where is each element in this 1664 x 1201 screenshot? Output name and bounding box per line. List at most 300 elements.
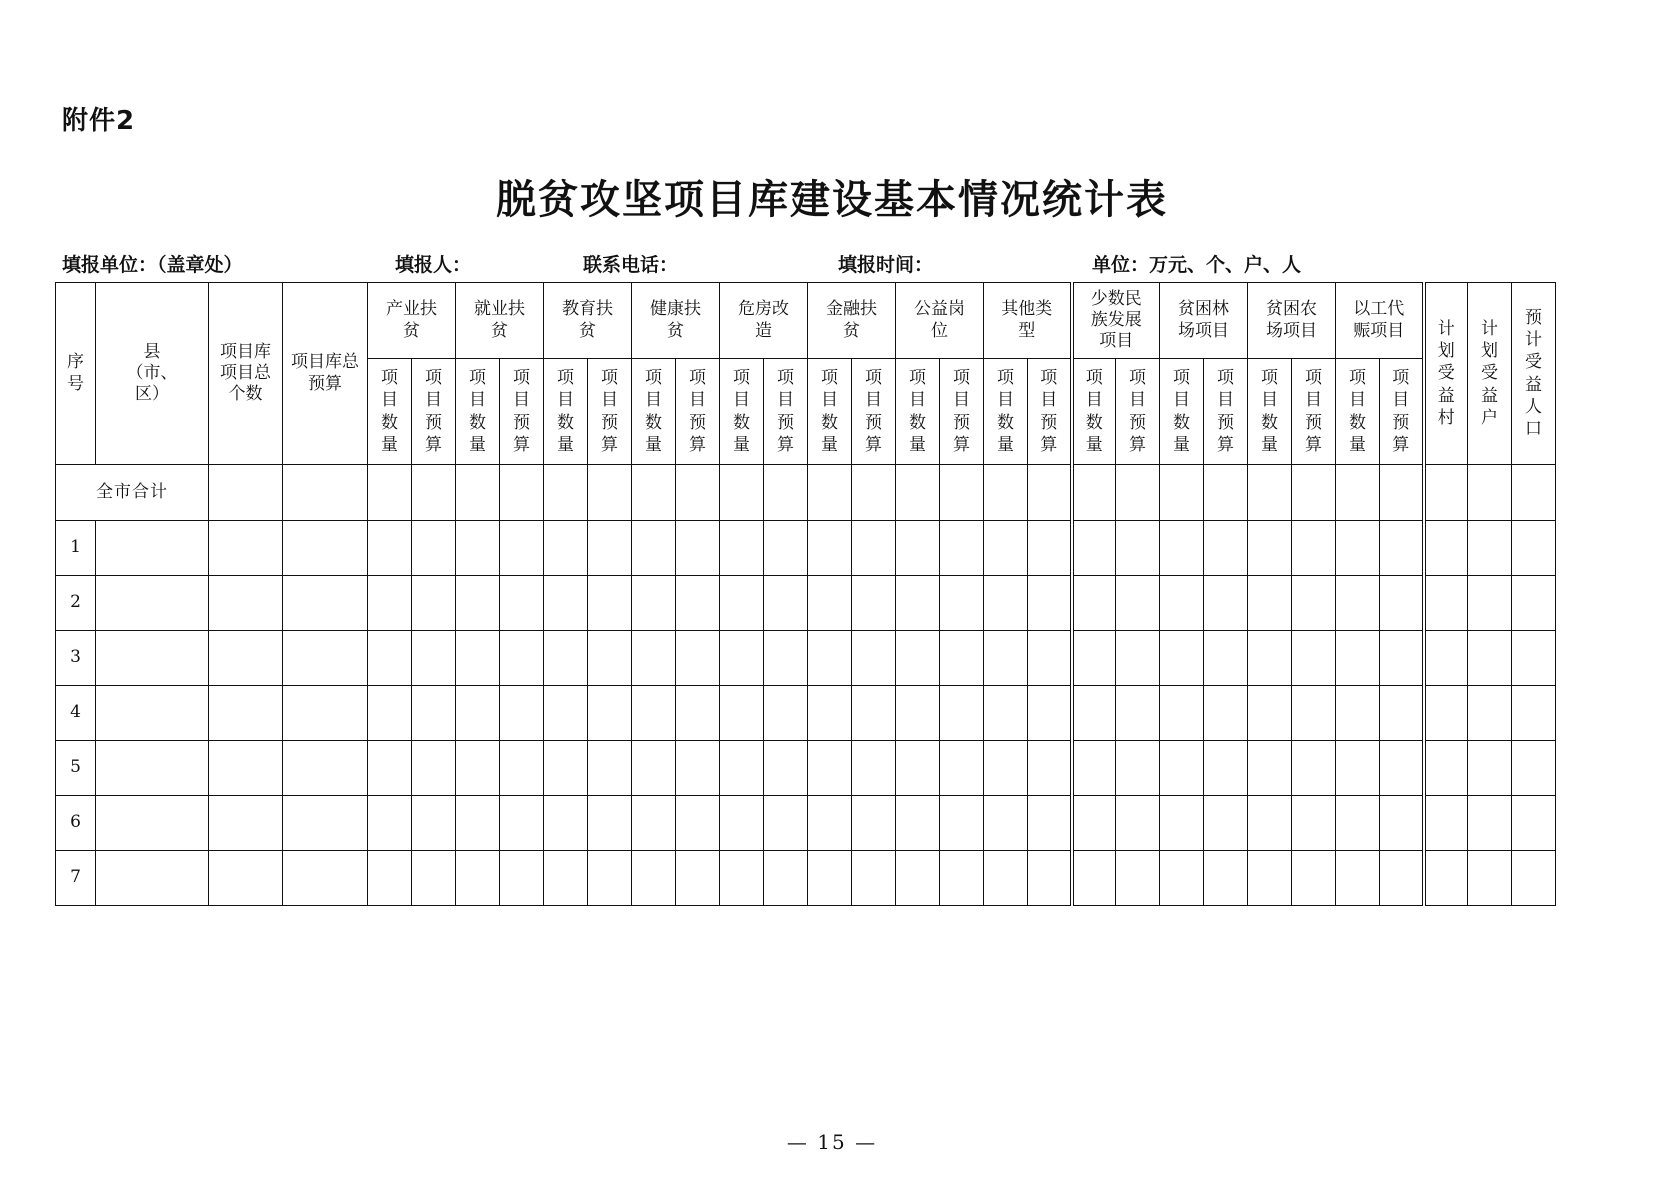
header-category: 贫困农场项目 — [1248, 283, 1336, 359]
cell-budget[interactable] — [1028, 686, 1072, 741]
cell-count[interactable] — [1248, 465, 1292, 521]
cell-total-count[interactable] — [209, 686, 283, 741]
cell-count[interactable] — [1160, 741, 1204, 796]
cell-count[interactable] — [456, 631, 500, 686]
cell-count[interactable] — [544, 576, 588, 631]
cell-count[interactable] — [368, 521, 412, 576]
unit-label: 单位：万元、个、户、人 — [1092, 254, 1302, 276]
cell-budget[interactable] — [588, 465, 632, 521]
cell-budget[interactable] — [764, 851, 808, 906]
header-expected-population: 预计受益人口 — [1512, 283, 1556, 465]
cell-budget[interactable] — [852, 465, 896, 521]
header-sub-budget: 项目预算 — [852, 359, 896, 465]
cell-beneficiary[interactable] — [1512, 741, 1556, 796]
cell-count[interactable] — [1248, 686, 1292, 741]
cell-budget[interactable] — [1116, 851, 1160, 906]
cell-count[interactable] — [984, 741, 1028, 796]
cell-count[interactable] — [1160, 465, 1204, 521]
cell-count[interactable] — [456, 741, 500, 796]
cell-count[interactable] — [808, 631, 852, 686]
cell-count[interactable] — [368, 631, 412, 686]
header-sub-budget: 项目预算 — [1380, 359, 1424, 465]
header-sub-budget: 项目预算 — [1204, 359, 1248, 465]
cell-county[interactable] — [96, 741, 209, 796]
header-sub-budget: 项目预算 — [940, 359, 984, 465]
cell-budget[interactable] — [764, 796, 808, 851]
cell-total-budget[interactable] — [283, 796, 368, 851]
cell-budget[interactable] — [1028, 631, 1072, 686]
cell-count[interactable] — [1160, 796, 1204, 851]
cell-beneficiary[interactable] — [1424, 465, 1468, 521]
cell-count[interactable] — [1336, 741, 1380, 796]
cell-count[interactable] — [1072, 851, 1116, 906]
cell-count[interactable] — [808, 521, 852, 576]
page-number: — 15 — — [786, 1130, 878, 1154]
cell-count[interactable] — [632, 465, 676, 521]
cell-budget[interactable] — [764, 631, 808, 686]
cell-beneficiary[interactable] — [1424, 576, 1468, 631]
cell-count[interactable] — [456, 465, 500, 521]
cell-budget[interactable] — [676, 631, 720, 686]
cell-total-count[interactable] — [209, 741, 283, 796]
cell-count[interactable] — [984, 796, 1028, 851]
cell-beneficiary[interactable] — [1512, 686, 1556, 741]
header-category: 以工代赈项目 — [1336, 283, 1424, 359]
row-number: 4 — [56, 686, 96, 741]
cell-count[interactable] — [544, 851, 588, 906]
header-planned-households: 计划受益户 — [1468, 283, 1512, 465]
cell-budget[interactable] — [500, 796, 544, 851]
fill-time-label: 填报时间： — [838, 254, 934, 276]
cell-budget[interactable] — [588, 851, 632, 906]
cell-budget[interactable] — [676, 576, 720, 631]
cell-count[interactable] — [456, 686, 500, 741]
cell-beneficiary[interactable] — [1512, 521, 1556, 576]
phone-label: 联系电话： — [583, 254, 679, 276]
header-sub-budget: 项目预算 — [588, 359, 632, 465]
header-category: 产业扶贫 — [368, 283, 456, 359]
total-row-label: 全市合计 — [56, 465, 209, 521]
row-number: 3 — [56, 631, 96, 686]
cell-budget[interactable] — [1116, 686, 1160, 741]
header-category: 教育扶贫 — [544, 283, 632, 359]
cell-budget[interactable] — [500, 851, 544, 906]
cell-count[interactable] — [1160, 851, 1204, 906]
cell-count[interactable] — [720, 521, 764, 576]
cell-count[interactable] — [1248, 796, 1292, 851]
cell-budget[interactable] — [1204, 465, 1248, 521]
cell-budget[interactable] — [588, 796, 632, 851]
header-category: 就业扶贫 — [456, 283, 544, 359]
cell-budget[interactable] — [764, 521, 808, 576]
cell-count[interactable] — [456, 521, 500, 576]
cell-count[interactable] — [1336, 576, 1380, 631]
cell-count[interactable] — [632, 741, 676, 796]
header-sub-budget: 项目预算 — [764, 359, 808, 465]
cell-budget[interactable] — [852, 631, 896, 686]
cell-budget[interactable] — [1028, 576, 1072, 631]
cell-budget[interactable] — [1116, 796, 1160, 851]
row-number: 7 — [56, 851, 96, 906]
cell-budget[interactable] — [764, 741, 808, 796]
table-row — [56, 576, 1644, 631]
cell-count[interactable] — [1072, 796, 1116, 851]
cell-count[interactable] — [1336, 465, 1380, 521]
cell-total-budget[interactable] — [283, 631, 368, 686]
header-sub-budget: 项目预算 — [412, 359, 456, 465]
cell-budget[interactable] — [500, 741, 544, 796]
cell-count[interactable] — [1336, 521, 1380, 576]
filler-person-label: 填报人： — [395, 254, 472, 276]
cell-count[interactable] — [1072, 741, 1116, 796]
cell-budget[interactable] — [412, 851, 456, 906]
cell-budget[interactable] — [1028, 851, 1072, 906]
table-row — [56, 741, 1644, 796]
cell-beneficiary[interactable] — [1424, 851, 1468, 906]
header-sub-count: 项目数量 — [1248, 359, 1292, 465]
header-sub-budget: 项目预算 — [1292, 359, 1336, 465]
table-row — [56, 631, 1644, 686]
cell-count[interactable] — [544, 796, 588, 851]
cell-count[interactable] — [720, 631, 764, 686]
cell-budget[interactable] — [940, 851, 984, 906]
header-sub-count: 项目数量 — [808, 359, 852, 465]
cell-count[interactable] — [808, 796, 852, 851]
cell-total-budget[interactable] — [283, 851, 368, 906]
cell-budget[interactable] — [1380, 576, 1424, 631]
cell-count[interactable] — [632, 686, 676, 741]
cell-count[interactable] — [1160, 686, 1204, 741]
header-total-budget: 项目库总预算 — [283, 283, 368, 465]
row-number: 6 — [56, 796, 96, 851]
cell-count[interactable] — [368, 686, 412, 741]
cell-count[interactable] — [456, 576, 500, 631]
header-category: 健康扶贫 — [632, 283, 720, 359]
cell-budget[interactable] — [1380, 465, 1424, 521]
cell-count[interactable] — [1336, 851, 1380, 906]
cell-count[interactable] — [896, 576, 940, 631]
cell-budget[interactable] — [676, 686, 720, 741]
cell-budget[interactable] — [940, 521, 984, 576]
cell-budget[interactable] — [412, 576, 456, 631]
cell-count[interactable] — [896, 631, 940, 686]
cell-count[interactable] — [1248, 576, 1292, 631]
header-sub-budget: 项目预算 — [1116, 359, 1160, 465]
cell-count[interactable] — [1072, 521, 1116, 576]
header-sub-count: 项目数量 — [544, 359, 588, 465]
cell-count[interactable] — [632, 576, 676, 631]
cell-budget[interactable] — [940, 465, 984, 521]
cell-count[interactable] — [808, 851, 852, 906]
header-sub-budget: 项目预算 — [500, 359, 544, 465]
cell-beneficiary[interactable] — [1468, 796, 1512, 851]
cell-budget[interactable] — [676, 521, 720, 576]
cell-count[interactable] — [720, 796, 764, 851]
cell-count[interactable] — [984, 465, 1028, 521]
header-seq: 序号 — [56, 283, 96, 465]
cell-count[interactable] — [808, 686, 852, 741]
header-sub-count: 项目数量 — [368, 359, 412, 465]
cell-total-count[interactable] — [209, 796, 283, 851]
cell-budget[interactable] — [1204, 851, 1248, 906]
cell-count[interactable] — [1160, 631, 1204, 686]
row-number: 5 — [56, 741, 96, 796]
cell-budget[interactable] — [1380, 741, 1424, 796]
cell-budget[interactable] — [588, 576, 632, 631]
cell-budget[interactable] — [500, 631, 544, 686]
header-category: 其他类型 — [984, 283, 1072, 359]
header-category: 金融扶贫 — [808, 283, 896, 359]
table-row — [56, 796, 1644, 851]
header-county: 县（市、区） — [96, 283, 209, 465]
cell-budget[interactable] — [412, 465, 456, 521]
cell-count[interactable] — [544, 741, 588, 796]
cell-beneficiary[interactable] — [1468, 465, 1512, 521]
cell-budget[interactable] — [1028, 521, 1072, 576]
header-sub-count: 项目数量 — [632, 359, 676, 465]
cell-count[interactable] — [896, 796, 940, 851]
cell-budget[interactable] — [1380, 631, 1424, 686]
cell-budget[interactable] — [1292, 686, 1336, 741]
cell-beneficiary[interactable] — [1424, 521, 1468, 576]
cell-budget[interactable] — [1116, 521, 1160, 576]
cell-count[interactable] — [1072, 576, 1116, 631]
cell-budget[interactable] — [940, 686, 984, 741]
cell-beneficiary[interactable] — [1512, 631, 1556, 686]
cell-budget[interactable] — [588, 521, 632, 576]
cell-count[interactable] — [808, 741, 852, 796]
cell-count[interactable] — [984, 686, 1028, 741]
cell-budget[interactable] — [1028, 741, 1072, 796]
cell-budget[interactable] — [1116, 741, 1160, 796]
cell-budget[interactable] — [852, 851, 896, 906]
cell-count[interactable] — [1336, 796, 1380, 851]
cell-count[interactable] — [808, 465, 852, 521]
statistics-table — [55, 282, 1644, 906]
header-sub-budget: 项目预算 — [676, 359, 720, 465]
cell-count[interactable] — [368, 741, 412, 796]
cell-budget[interactable] — [1292, 521, 1336, 576]
cell-total-count[interactable] — [209, 851, 283, 906]
cell-budget[interactable] — [676, 851, 720, 906]
row-number: 1 — [56, 521, 96, 576]
cell-budget[interactable] — [1204, 576, 1248, 631]
cell-budget[interactable] — [1292, 741, 1336, 796]
cell-count[interactable] — [368, 851, 412, 906]
cell-budget[interactable] — [676, 741, 720, 796]
cell-count[interactable] — [984, 521, 1028, 576]
cell-budget[interactable] — [1028, 796, 1072, 851]
cell-county[interactable] — [96, 521, 209, 576]
cell-budget[interactable] — [1292, 796, 1336, 851]
cell-beneficiary[interactable] — [1468, 686, 1512, 741]
cell-beneficiary[interactable] — [1468, 741, 1512, 796]
cell-count[interactable] — [720, 576, 764, 631]
row-number: 2 — [56, 576, 96, 631]
cell-count[interactable] — [984, 631, 1028, 686]
attachment-label: 附件2 — [62, 106, 136, 136]
cell-count[interactable] — [1072, 631, 1116, 686]
cell-count[interactable] — [456, 796, 500, 851]
cell-total-budget[interactable] — [283, 686, 368, 741]
cell-budget[interactable] — [1204, 741, 1248, 796]
cell-count[interactable] — [1248, 521, 1292, 576]
header-category: 危房改造 — [720, 283, 808, 359]
cell-beneficiary[interactable] — [1424, 796, 1468, 851]
cell-county[interactable] — [96, 851, 209, 906]
cell-budget[interactable] — [500, 521, 544, 576]
cell-budget[interactable] — [676, 465, 720, 521]
cell-budget[interactable] — [1116, 631, 1160, 686]
page-title: 脱贫攻坚项目库建设基本情况统计表 — [496, 176, 1168, 223]
cell-total-count[interactable] — [209, 631, 283, 686]
cell-count[interactable] — [632, 796, 676, 851]
header-sub-count: 项目数量 — [896, 359, 940, 465]
cell-count[interactable] — [808, 576, 852, 631]
header-sub-count: 项目数量 — [1072, 359, 1116, 465]
cell-budget[interactable] — [1292, 465, 1336, 521]
cell-beneficiary[interactable] — [1468, 631, 1512, 686]
cell-count[interactable] — [1160, 576, 1204, 631]
header-category: 少数民族发展项目 — [1072, 283, 1160, 359]
cell-count[interactable] — [1072, 686, 1116, 741]
cell-count[interactable] — [632, 851, 676, 906]
cell-count[interactable] — [544, 521, 588, 576]
cell-count[interactable] — [896, 686, 940, 741]
cell-budget[interactable] — [940, 796, 984, 851]
cell-count[interactable] — [1072, 465, 1116, 521]
cell-count[interactable] — [720, 686, 764, 741]
cell-county[interactable] — [96, 631, 209, 686]
cell-budget[interactable] — [588, 741, 632, 796]
cell-budget[interactable] — [588, 686, 632, 741]
cell-budget[interactable] — [852, 521, 896, 576]
cell-count[interactable] — [368, 576, 412, 631]
cell-budget[interactable] — [1380, 521, 1424, 576]
cell-budget[interactable] — [1204, 521, 1248, 576]
cell-beneficiary[interactable] — [1468, 851, 1512, 906]
cell-count[interactable] — [984, 851, 1028, 906]
cell-budget[interactable] — [412, 631, 456, 686]
cell-beneficiary[interactable] — [1512, 576, 1556, 631]
cell-count[interactable] — [544, 631, 588, 686]
cell-budget[interactable] — [940, 631, 984, 686]
cell-count[interactable] — [984, 576, 1028, 631]
cell-budget[interactable] — [1292, 576, 1336, 631]
cell-county[interactable] — [96, 686, 209, 741]
cell-budget[interactable] — [412, 686, 456, 741]
cell-budget[interactable] — [1028, 465, 1072, 521]
cell-count[interactable] — [1160, 521, 1204, 576]
cell-beneficiary[interactable] — [1512, 796, 1556, 851]
cell-total-budget[interactable] — [283, 576, 368, 631]
cell-budget[interactable] — [588, 631, 632, 686]
cell-beneficiary[interactable] — [1424, 741, 1468, 796]
cell-budget[interactable] — [676, 796, 720, 851]
cell-total-budget[interactable] — [283, 521, 368, 576]
header-category: 贫困林场项目 — [1160, 283, 1248, 359]
cell-budget[interactable] — [500, 465, 544, 521]
cell-count[interactable] — [368, 796, 412, 851]
cell-beneficiary[interactable] — [1468, 576, 1512, 631]
cell-total-count[interactable] — [209, 521, 283, 576]
cell-budget[interactable] — [764, 686, 808, 741]
cell-count[interactable] — [896, 851, 940, 906]
cell-budget[interactable] — [764, 576, 808, 631]
header-sub-budget: 项目预算 — [1028, 359, 1072, 465]
cell-county[interactable] — [96, 576, 209, 631]
cell-count[interactable] — [720, 741, 764, 796]
cell-count[interactable] — [632, 631, 676, 686]
cell-beneficiary[interactable] — [1512, 465, 1556, 521]
cell-budget[interactable] — [1204, 796, 1248, 851]
cell-budget[interactable] — [500, 686, 544, 741]
cell-budget[interactable] — [852, 796, 896, 851]
cell-beneficiary[interactable] — [1424, 631, 1468, 686]
cell-count[interactable] — [1248, 631, 1292, 686]
header-sub-count: 项目数量 — [984, 359, 1028, 465]
cell-budget[interactable] — [500, 576, 544, 631]
cell-budget[interactable] — [1380, 851, 1424, 906]
cell-count[interactable] — [896, 741, 940, 796]
filler-unit-label: 填报单位：（盖章处） — [62, 254, 243, 276]
cell-budget[interactable] — [1380, 686, 1424, 741]
cell-budget[interactable] — [852, 576, 896, 631]
cell-total-budget[interactable] — [283, 465, 368, 521]
cell-budget[interactable] — [1204, 631, 1248, 686]
cell-budget[interactable] — [1292, 851, 1336, 906]
cell-total-count[interactable] — [209, 576, 283, 631]
header-sub-count: 项目数量 — [456, 359, 500, 465]
cell-count[interactable] — [368, 465, 412, 521]
cell-count[interactable] — [720, 465, 764, 521]
cell-count[interactable] — [1248, 741, 1292, 796]
cell-county[interactable] — [96, 796, 209, 851]
cell-beneficiary[interactable] — [1512, 851, 1556, 906]
cell-beneficiary[interactable] — [1424, 686, 1468, 741]
cell-count[interactable] — [896, 465, 940, 521]
cell-count[interactable] — [544, 686, 588, 741]
cell-budget[interactable] — [940, 576, 984, 631]
cell-count[interactable] — [1248, 851, 1292, 906]
cell-budget[interactable] — [1116, 465, 1160, 521]
cell-count[interactable] — [544, 465, 588, 521]
cell-budget[interactable] — [852, 741, 896, 796]
cell-count[interactable] — [1336, 631, 1380, 686]
cell-budget[interactable] — [940, 741, 984, 796]
table-row — [56, 521, 1644, 576]
cell-budget[interactable] — [412, 521, 456, 576]
cell-count[interactable] — [456, 851, 500, 906]
cell-count[interactable] — [1336, 686, 1380, 741]
cell-budget[interactable] — [1380, 796, 1424, 851]
cell-budget[interactable] — [1116, 576, 1160, 631]
cell-beneficiary[interactable] — [1468, 521, 1512, 576]
cell-count[interactable] — [632, 521, 676, 576]
header-planned-villages: 计划受益村 — [1424, 283, 1468, 465]
cell-budget[interactable] — [764, 465, 808, 521]
cell-count[interactable] — [896, 521, 940, 576]
cell-budget[interactable] — [412, 741, 456, 796]
cell-budget[interactable] — [1292, 631, 1336, 686]
cell-total-count[interactable] — [209, 465, 283, 521]
cell-budget[interactable] — [852, 686, 896, 741]
cell-budget[interactable] — [412, 796, 456, 851]
cell-count[interactable] — [720, 851, 764, 906]
header-total-count: 项目库项目总个数 — [209, 283, 283, 465]
cell-total-budget[interactable] — [283, 741, 368, 796]
cell-budget[interactable] — [1204, 686, 1248, 741]
